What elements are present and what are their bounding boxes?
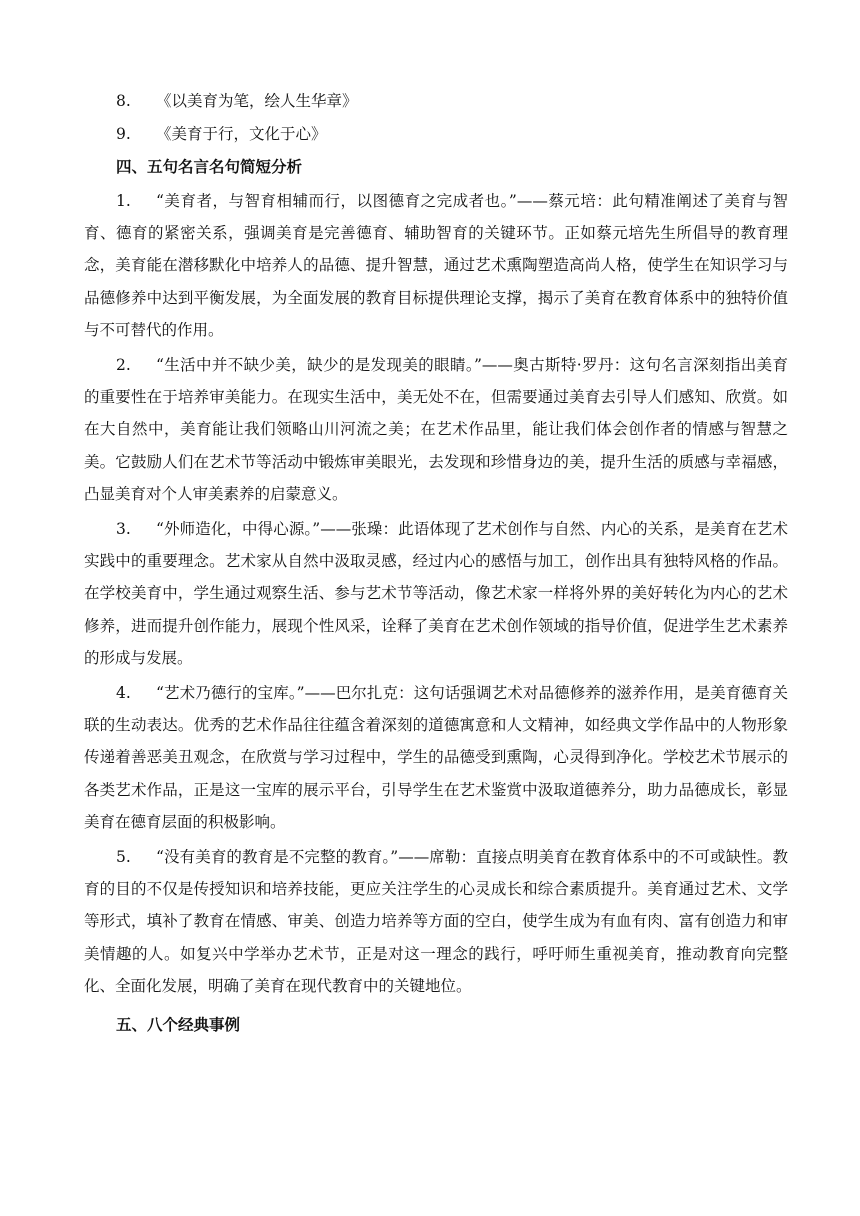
quote-paragraph (84, 513, 788, 674)
quote-text: “没有美育的教育是不完整的教育。”——席勒：直接点明美育在教育体系中的不可或缺性。教育的目的不仅是传授知识和培养技能，更应关注学生的心灵成长和综合素质提升。美育通过艺术、文学等形式，填补了教育在情感、审美、创造力培养等方面的空白，使学生成为有血有肉、富有创造力和审美情趣的人。如复兴中学举办艺术节，正是对这一理念的践行，呼吁师生重视美育，推动教育向完整化、全面化发展，明确了美育在现代教育中的关键地位。 (84, 848, 788, 995)
quote-paragraph (84, 677, 788, 838)
quote-number: 2. (116, 356, 131, 375)
section-heading-examples: 五、八个经典事例 (116, 1015, 241, 1035)
quote-paragraph (84, 349, 788, 510)
quote-paragraph (84, 185, 788, 346)
list-item-number: 9. (116, 125, 131, 143)
quote-number: 5. (116, 848, 131, 867)
quote-number: 4. (116, 684, 131, 703)
quote-text: “艺术乃德行的宝库。”——巴尔扎克：这句话强调艺术对品德修养的滋养作用，是美育德育关联的生动表达。优秀的艺术作品往往蕴含着深刻的道德寓意和人文精神，如经典文学作品中的人物形象传递着善恶美丑观念，在欣赏与学习过程中，学生的品德受到熏陶，心灵得到净化。学校艺术节展示的各类艺术作品，正是这一宝库的展示平台，引导学生在艺术鉴赏中汲取道德养分，助力品德成长，彰显美育在德育层面的积极影响。 (84, 684, 788, 831)
section-heading-quotes: 四、五句名言名句简短分析 (116, 157, 303, 176)
list-item (116, 86, 804, 116)
list-item (116, 119, 804, 149)
quote-number: 1. (116, 192, 131, 210)
list-item-number: 8. (116, 92, 131, 110)
quote-text: “美育者，与智育相辅而行，以图德育之完成者也。”——蔡元培：此句精准阐述了美育与智育、德育的紧密关系，强调美育是完善德育、辅助智育的关键环节。正如蔡元培先生所倡导的教育理念，美育能在潜移默化中培养人的品德、提升智慧，通过艺术熏陶塑造高尚人格，使学生在知识学习与品德修养中达到平衡发展，为全面发展的教育目标提供理论支撑，揭示了美育在教育体系中的独特价值与不可替代的作用。 (84, 192, 788, 339)
quote-text: “外师造化，中得心源。”——张璪：此语体现了艺术创作与自然、内心的关系，是美育在艺术实践中的重要理念。艺术家从自然中汲取灵感，经过内心的感悟与加工，创作出具有独特风格的作品。在学校美育中，学生通过观察生活、参与艺术节等活动，像艺术家一样将外界的美好转化为内心的艺术修养，进而提升创作能力，展现个性风采，诠释了美育在艺术创作领域的指导价值，促进学生艺术素养的形成与发展。 (84, 520, 788, 667)
list-item-text: 《以美育为笔，绘人生华章》 (156, 92, 358, 110)
quote-paragraph (84, 841, 788, 1002)
quote-number: 3. (116, 520, 131, 539)
list-item-text: 《美育于行，文化于心》 (156, 125, 327, 143)
quote-text: “生活中并不缺少美，缺少的是发现美的眼睛。”——奥古斯特·罗丹：这句名言深刻指出美育的重要性在于培养审美能力。在现实生活中，美无处不在，但需要通过美育去引导人们感知、欣赏。如在大自然中，美育能让我们领略山川河流之美；在艺术作品里，能让我们体会创作者的情感与智慧之美。它鼓励人们在艺术节等活动中锻炼审美眼光，去发现和珍惜身边的美，提升生活的质感与幸福感，凸显美育对个人审美素养的启蒙意义。 (84, 356, 788, 503)
document-body (84, 86, 804, 1043)
